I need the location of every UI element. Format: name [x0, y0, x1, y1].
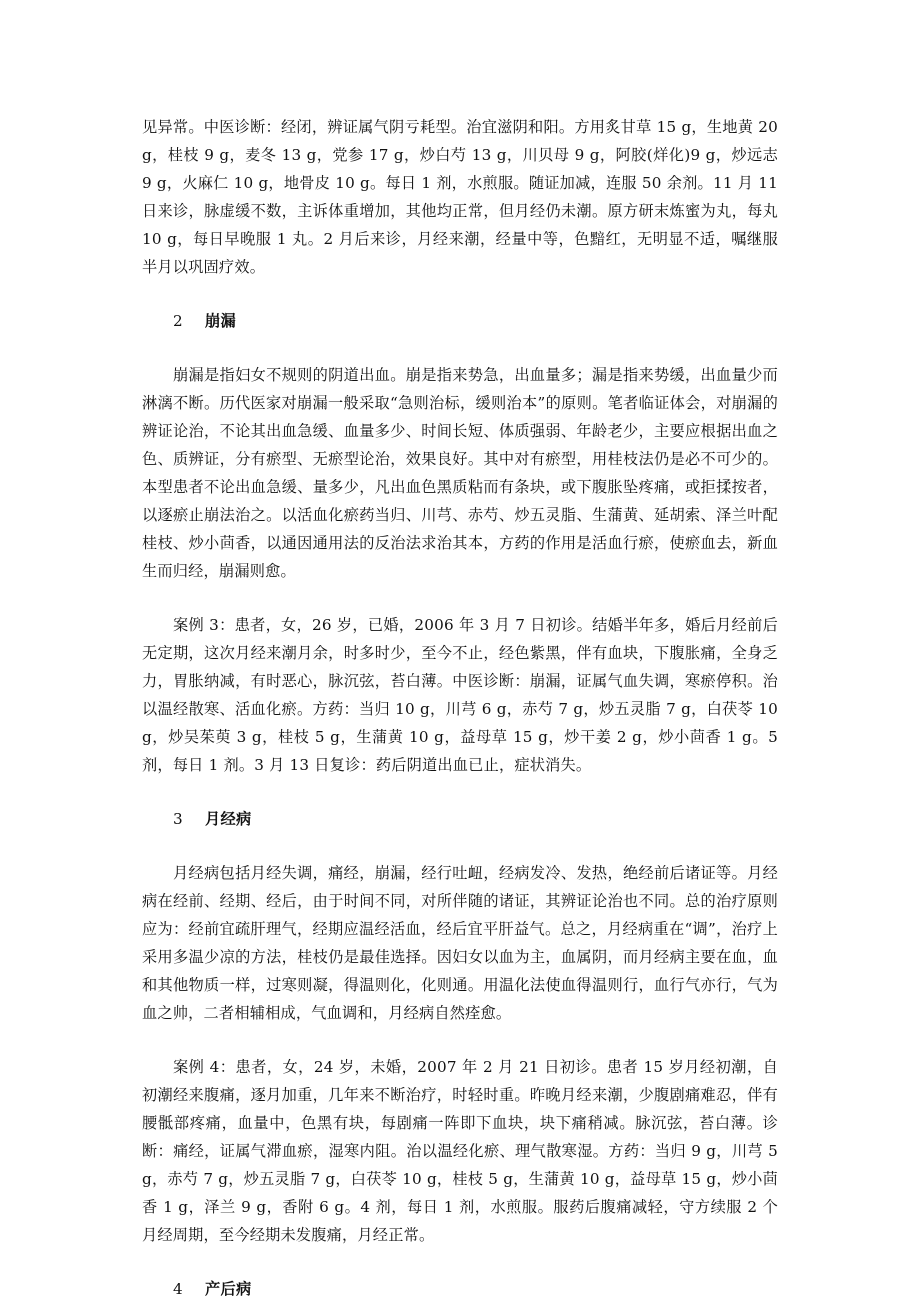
section-number: 4: [173, 1280, 183, 1298]
section-heading-2: [142, 307, 778, 335]
section-number: 2: [173, 312, 183, 330]
section-heading-4: [142, 1275, 778, 1303]
paragraph-case-3: 案例 3：患者，女，26 岁，已婚，2006 年 3 月 7 日初诊。结婚半年多，婚后月经前后无定期，这次月经来潮月余，时多时少，至今不止，经色紫黑，伴有血块，下腹胀痛，全身乏力，胃胀纳减，有时恶心，脉沉弦，苔白薄。中医诊断：崩漏，证属气血失调，寒瘀停积。治以温经散寒、活血化瘀。方药：当归 10 g，川芎 6 g，赤芍 7 g，炒五灵脂 7 g，白茯苓 10 g，炒吴茱萸 3 g，桂枝 5 g，生蒲黄 10 g，益母草 15 g，炒干姜 2 g，炒小茴香 1 g。5 剂，每日 1 剂。3 月 13 日复诊：药后阴道出血已止，症状消失。: [142, 616, 778, 774]
paragraph-gap: [142, 1027, 778, 1053]
paragraph-gap: [142, 585, 778, 611]
paragraph-gap: [142, 779, 778, 805]
paragraph-menstrual-intro: 月经病包括月经失调，痛经，崩漏，经行吐衄，经病发冷、发热，绝经前后诸证等。月经病在经前、经期、经后，由于时间不同，对所伴随的诸证，其辨证论治也不同。总的治疗原则应为：经前宜疏肝理气，经期应温经活血，经后宜平肝益气。总之，月经病重在“调”，治疗上采用多温少凉的方法，桂枝仍是最佳选择。因妇女以血为主，血属阴，而月经病主要在血，血和其他物质一样，过寒则凝，得温则化，化则通。用温化法使血得温则行，血行气亦行，气为血之帅，二者相辅相成，气血调和，月经病自然痊愈。: [142, 864, 778, 1022]
section-heading-3: [142, 805, 778, 833]
paragraph-gap: [142, 335, 778, 361]
section-title: 产后病: [205, 1280, 252, 1298]
paragraph-gap: [142, 833, 778, 859]
paragraph-gap: [142, 1249, 778, 1275]
section-title: 月经病: [205, 810, 252, 828]
section-number: 3: [173, 810, 183, 828]
paragraph-bengluo-intro: 崩漏是指妇女不规则的阴道出血。崩是指来势急，出血量多；漏是指来势缓，出血量少而淋漓不断。历代医家对崩漏一般采取“急则治标，缓则治本”的原则。笔者临证体会，对崩漏的辨证论治，不论其出血急缓、血量多少、时间长短、体质强弱、年龄老少，主要应根据出血之色、质辨证，分有瘀型、无瘀型论治，效果良好。其中对有瘀型，用桂枝法仍是必不可少的。本型患者不论出血急缓、量多少，凡出血色黑质粘而有条块，或下腹胀坠疼痛，或拒揉按者，以逐瘀止崩法治之。以活血化瘀药当归、川芎、赤芍、炒五灵脂、生蒲黄、延胡索、泽兰叶配桂枝、炒小茴香，以通因通用法的反治法求治其本，方药的作用是活血行瘀，使瘀血去，新血生而归经，崩漏则愈。: [142, 366, 778, 580]
paragraph-gap: [142, 281, 778, 307]
section-title: 崩漏: [205, 312, 236, 330]
paragraph-case-4: 案例 4：患者，女，24 岁，未婚，2007 年 2 月 21 日初诊。患者 15 岁月经初潮，自初潮经来腹痛，逐月加重，几年来不断治疗，时轻时重。昨晚月经来潮，少腹剧痛难忍，伴有腰骶部疼痛，血量中，色黑有块，每剧痛一阵即下血块，块下痛稍减。脉沉弦，苔白薄。诊断：痛经，证属气滞血瘀，湿寒内阻。治以温经化瘀、理气散寒湿。方药：当归 9 g，川芎 5 g，赤芍 7 g，炒五灵脂 7 g，白茯苓 10 g，桂枝 5 g，生蒲黄 10 g，益母草 15 g，炒小茴香 1 g，泽兰 9 g，香附 6 g。4 剂，每日 1 剂，水煎服。服药后腹痛减轻，守方续服 2 个月经周期，至今经期未发腹痛，月经正常。: [142, 1058, 778, 1244]
paragraph-case-2-continued: 见异常。中医诊断：经闭，辨证属气阴亏耗型。治宜滋阴和阳。方用炙甘草 15 g，生地黄 20 g，桂枝 9 g，麦冬 13 g，党参 17 g，炒白芍 13 g，川贝母 9 g，阿胶(烊化)9 g，炒远志 9 g，火麻仁 10 g，地骨皮 10 g。每日 1 剂，水煎服。随证加减，连服 50 余剂。11 月 11 日来诊，脉虚缓不数，主诉体重增加，其他均正常，但月经仍未潮。原方研末炼蜜为丸，每丸 10 g，每日早晚服 1 丸。2 月后来诊，月经来潮，经量中等，色黯红，无明显不适，嘱继服半月以巩固疗效。: [142, 118, 778, 276]
